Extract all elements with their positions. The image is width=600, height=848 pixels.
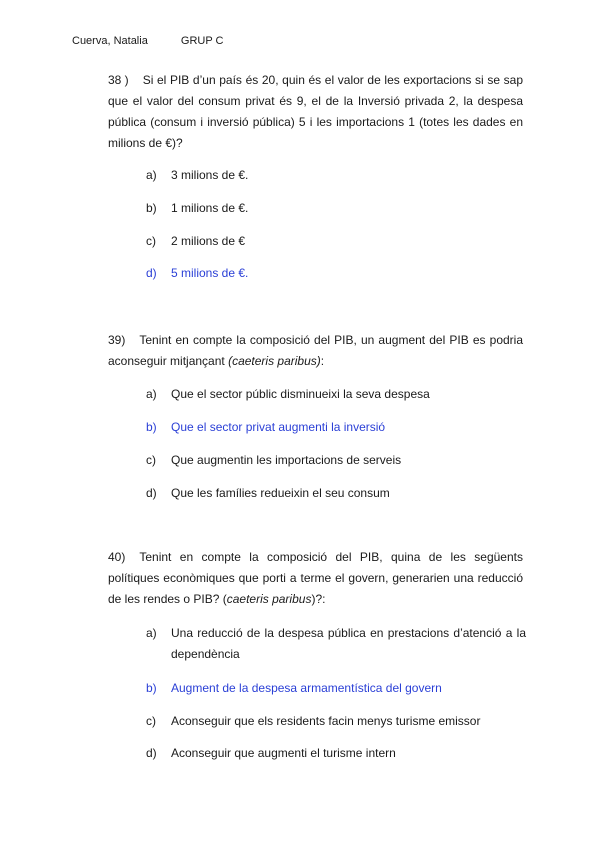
question-text-end: )?:: [311, 592, 326, 606]
option-letter: b): [146, 681, 157, 695]
question-40: [108, 547, 523, 610]
question-number: 39): [108, 333, 126, 347]
option-text: Que augmentin les importacions de serveis: [171, 453, 402, 467]
option-text: Augment de la despesa armamentística del govern: [171, 681, 442, 695]
question-text: Tenint en compte la composició del PIB, quina de les següents polítiques econòmiques que porti a terme el govern, generarien una reducció de les rendes o PIB? (: [108, 550, 523, 606]
option-letter: d): [146, 266, 157, 280]
option-text: 5 milions de €.: [171, 266, 249, 280]
option-letter: a): [146, 387, 157, 401]
option-text: Que el sector públic disminueixi la seva despesa: [171, 387, 430, 401]
option-39-d[interactable]: [146, 483, 526, 504]
question-text-italic: caeteris paribus: [226, 592, 312, 606]
option-text: Aconseguir que augmenti el turisme intern: [171, 746, 396, 760]
option-text: Una reducció de la despesa pública en prestacions d’atenció a la dependència: [171, 626, 526, 661]
option-38-a[interactable]: [146, 165, 526, 186]
option-letter: b): [146, 201, 157, 215]
question-text-end: :: [320, 354, 325, 368]
option-letter: a): [146, 626, 157, 640]
option-40-a[interactable]: [146, 623, 526, 665]
question-text: Si el PIB d’un país és 20, quin és el valor de les exportacions si se sap que el valor del consum privat és 9, el de la Inversió privada 2, la despesa pública (consum i inversió pública) 5 i les importacions 1 (totes les dades en milions de €)?: [108, 73, 523, 150]
option-text: Que les famílies redueixin el seu consum: [171, 486, 390, 500]
option-text: Que el sector privat augmenti la inversió: [171, 420, 386, 434]
option-letter: d): [146, 486, 157, 500]
option-text: 1 milions de €.: [171, 201, 249, 215]
option-letter: c): [146, 234, 156, 248]
option-39-b-selected[interactable]: [146, 417, 526, 438]
option-38-b[interactable]: [146, 198, 526, 219]
option-40-b-selected[interactable]: [146, 678, 526, 699]
option-40-d[interactable]: [146, 743, 526, 764]
option-letter: d): [146, 746, 157, 760]
option-40-c[interactable]: [146, 711, 526, 732]
group-label: GRUP C: [180, 35, 224, 47]
question-text: Tenint en compte la composició del PIB, un augment del PIB es podria aconseguir mitjançant: [108, 333, 523, 368]
option-letter: c): [146, 453, 156, 467]
question-text-italic: (caeteris paribus): [228, 354, 321, 368]
option-38-d-selected[interactable]: [146, 263, 526, 284]
option-39-a[interactable]: [146, 384, 526, 405]
option-39-c[interactable]: [146, 450, 526, 471]
option-letter: a): [146, 168, 157, 182]
question-39: [108, 330, 523, 372]
student-name: Cuerva, Natalia: [72, 35, 148, 47]
question-number: 40): [108, 550, 126, 564]
question-number: 38 ): [108, 73, 129, 87]
option-letter: b): [146, 420, 157, 434]
option-letter: c): [146, 714, 156, 728]
option-text: Aconseguir que els residents facin menys turisme emissor: [171, 714, 481, 728]
option-text: 3 milions de €.: [171, 168, 249, 182]
question-38: [108, 70, 523, 154]
page-header: [72, 35, 223, 47]
option-38-c[interactable]: [146, 231, 526, 252]
option-text: 2 milions de €: [171, 234, 246, 248]
